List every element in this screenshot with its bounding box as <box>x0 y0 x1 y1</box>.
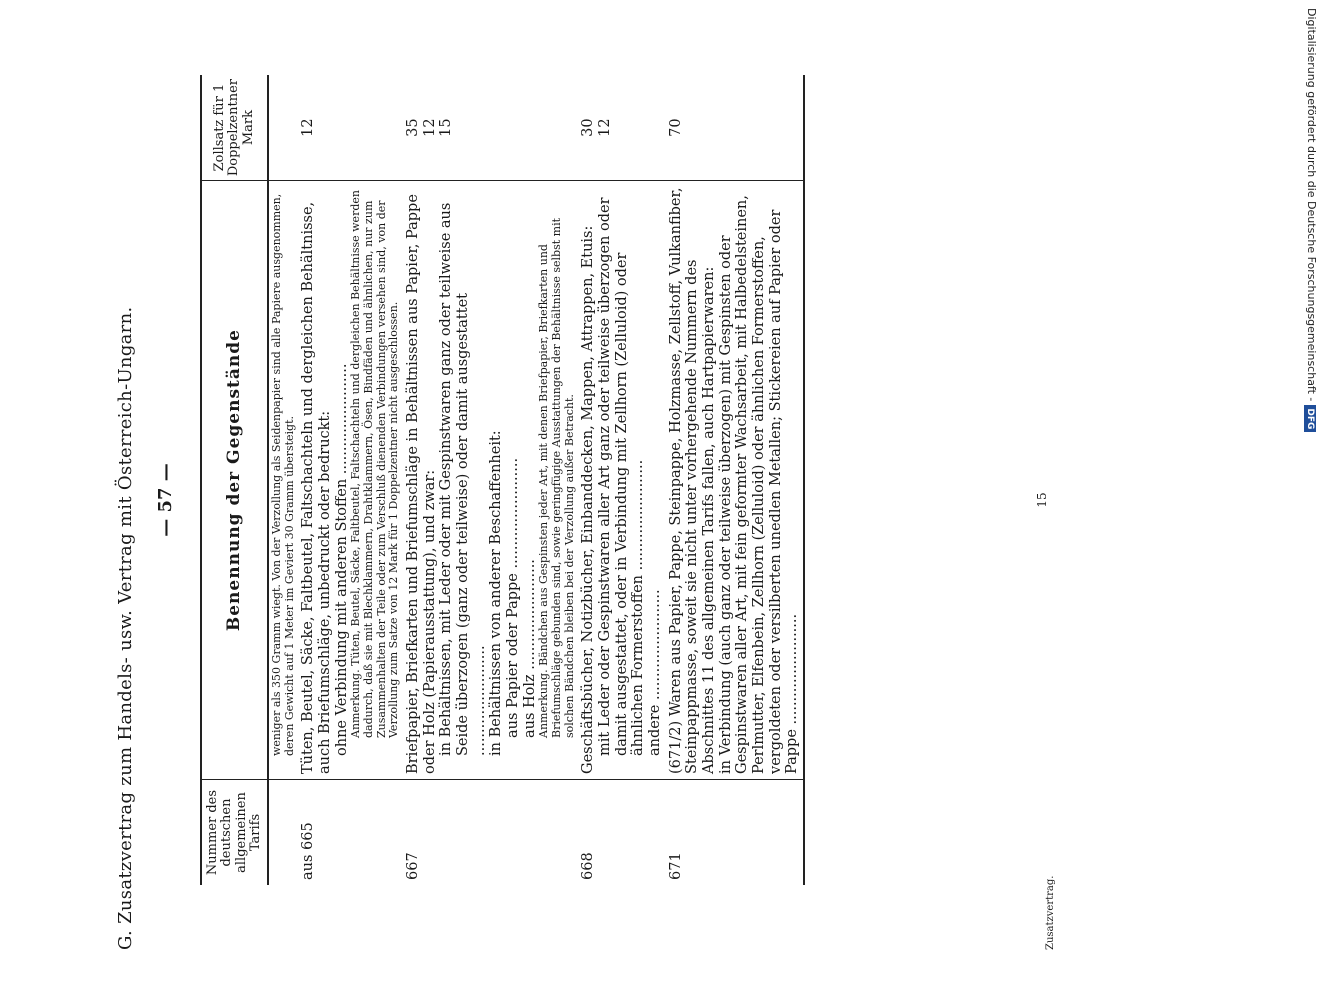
table-row <box>578 75 665 885</box>
rate-value: 12 <box>597 118 614 137</box>
description-line: mit Leder oder Gespinstwaren aller Art ganz oder teilweise überzogen oder damit ausgestattet, oder in Verbindung mit Zellhorn (Zelluloid) oder ähnlichen Formerstoffen ........................ <box>597 197 647 756</box>
description-line: Tüten, Beutel, Säcke, Faltbeutel, Faltschachteln und dergleichen Behältnisse, auch Briefumschläge, unbedruckt oder bedruckt: <box>300 201 334 774</box>
rate-value: 15 <box>438 118 455 137</box>
goods-description <box>268 181 298 780</box>
goods-description <box>403 181 578 780</box>
duty-rate <box>298 75 403 181</box>
table-row <box>298 75 403 885</box>
digitization-note <box>1304 8 1318 432</box>
col-header-number: Nummer des deutschen allgemeinen Tarifs <box>201 780 268 886</box>
tariff-number <box>268 780 298 886</box>
description-line: aus Holz ........................ <box>521 559 538 738</box>
tariff-table <box>200 75 805 885</box>
tariff-number: 668 <box>580 852 597 880</box>
goods-description <box>298 181 403 780</box>
rate-value: 30 <box>580 118 597 137</box>
description-line: in Behältnissen, mit Leder oder mit Gespinstwaren ganz oder teilweise aus Seide überzogen (ganz oder teilweise) oder damit ausgestattet ........................ <box>438 202 488 756</box>
rate-value: 70 <box>667 118 684 137</box>
digitization-text: Digitalisierung gefördert durch die Deutsche Forschungsgemeinschaft - <box>1305 8 1318 402</box>
description-line: Anmerkung. Bändchen aus Gespinsten jeder Art, mit denen Briefpapier, Briefkarten und Briefumschläge gebunden sind, sowie geringfügige Ausstattungen der Behältnisse selbst mit solchen Bändchen bleiben bei der Verzollung außer Betracht. <box>537 217 576 738</box>
tariff-body <box>268 75 804 885</box>
description-line: in Verbindung (auch ganz oder teilweise überzogen) mit Gespinsten oder Gespinstwaren aller Art, mit fein geformter Wachsarbeit, mit Halbedelsteinen, Perlmutter, Elfenbein, Zellhorn (Zelluloid) oder ähnlichen Formerstoffen, vergoldeten oder versilberten unedlen Metallen; Stickereien auf Papier oder Pappe ........................ <box>717 195 801 774</box>
description-line: weniger als 350 Gramm wiegt. Von der Verzollung als Seidenpapier sind alle Papiere ausgenommen, deren Gewicht auf 1 Meter im Geviert 30 Gramm übersteigt. <box>270 193 296 756</box>
description-line: in Behältnissen von anderer Beschaffenheit: <box>488 430 505 756</box>
description-line: Briefpapier, Briefkarten und Briefumschläge in Behältnissen aus Papier, Pappe oder Holz (Papierausstattung), und zwar: <box>405 194 438 774</box>
table-row <box>666 75 804 885</box>
goods-description <box>666 181 804 780</box>
tariff-number: 667 <box>405 852 422 880</box>
duty-rate <box>666 75 804 181</box>
dfg-logo: DFG <box>1304 405 1316 432</box>
col-header-goods: Benennung der Gegenstände <box>201 181 268 780</box>
sheet-number: 15 <box>1035 492 1049 508</box>
duty-rate <box>268 75 298 181</box>
rotated-content <box>70 50 1070 950</box>
table-row <box>403 75 578 885</box>
description-line: aus Papier oder Pappe ........................ <box>505 457 522 738</box>
rate-value: 12 <box>300 118 317 137</box>
duty-rate <box>403 75 578 181</box>
description-line: (671/2) Waren aus Papier, Pappe, Steinpappe, Holzmasse, Zellstoff, Vulkanfiber, Steinpappmasse, soweit sie nicht unter vorhergehende Nummern des Abschnittes 11 des allgemeinen Tarifs fallen, auch Hartpapierwaren: <box>667 187 718 774</box>
table-row <box>268 75 298 885</box>
col-header-rate: Zollsatz für 1 Doppelzentner Mark <box>201 75 268 181</box>
footer-note: Zusatzvertrag. <box>1045 875 1056 950</box>
page-number: — 57 — <box>155 463 176 537</box>
description-line: Geschäftsbücher, Notizbücher, Einbanddecken, Mappen, Attrappen, Etuis: <box>580 225 597 774</box>
duty-rate <box>578 75 665 181</box>
rate-value: 35 <box>405 118 422 137</box>
tariff-number: aus 665 <box>300 822 317 880</box>
running-title: G. Zusatzvertrag zum Handels- usw. Vertrag mit Österreich-Ungarn. <box>115 306 136 950</box>
tariff-number: 671 <box>667 852 684 880</box>
description-line: ohne Verbindung mit anderen Stoffen ........................ <box>333 363 350 756</box>
rate-value: 12 <box>421 118 438 137</box>
goods-description <box>578 181 665 780</box>
description-line: andere ........................ <box>647 589 664 756</box>
description-line: Anmerkung. Tüten, Beutel, Säcke, Faltbeutel, Faltschachteln und dergleichen Behältnisse werden dadurch, daß sie mit Blechklammern, Drahtklammern, Ösen, Bindfäden und ähnlichen, nur zum Zusammenhalten der Teile oder zum Verschluß dienenden Verbindungen versehen sind, von der Verzollung zum Satze von 12 Mark für 1 Doppelzentner nicht ausgeschlossen. <box>349 190 401 738</box>
